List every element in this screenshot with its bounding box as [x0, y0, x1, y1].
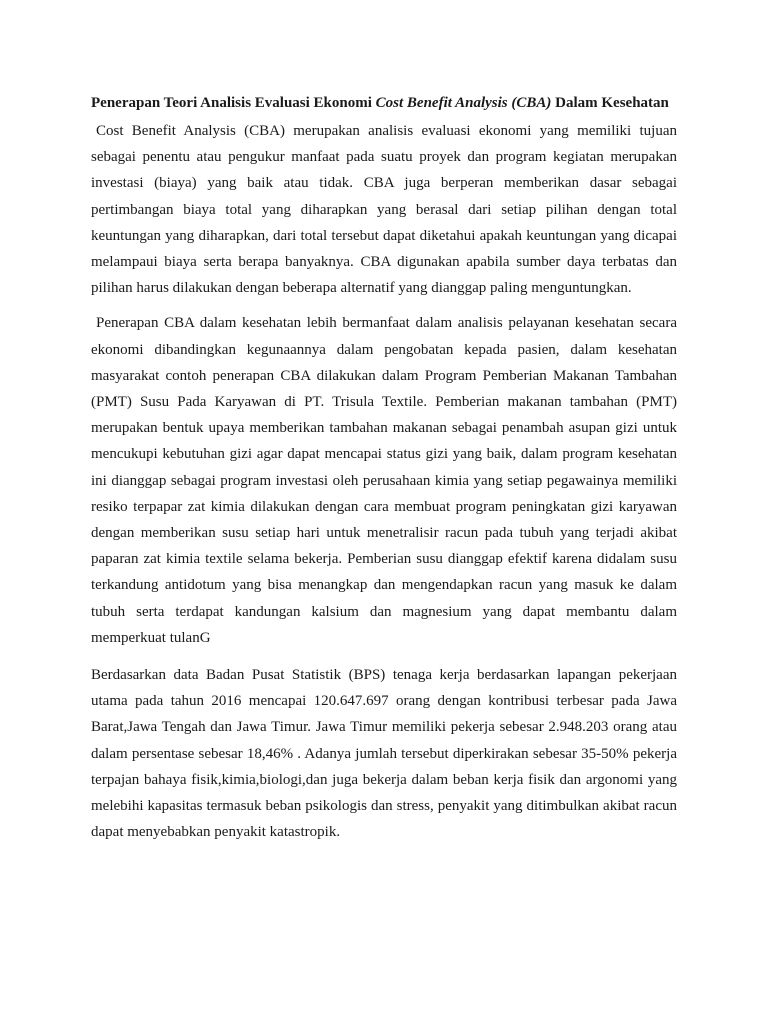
paragraph-cba-definition: Cost Benefit Analysis (CBA) merupakan analisis evaluasi ekonomi yang memiliki tujuan sebagai penentu atau pengukur manfaat pada suatu proyek dan program kegiatan merupakan investasi (biaya) yang baik atau tidak. CBA juga berperan memberikan dasar sebagai pertimbangan biaya total yang diharapkan yang berasal dari setiap pilihan dengan total keuntungan yang diharapkan, dari total tersebut dapat diketahui apakah keuntungan yang dicapai melampaui biaya serta berapa banyaknya. CBA digunakan apabila sumber daya terbatas dan pilihan harus dilakukan dengan beberapa alternatif yang dianggap paling menguntungkan. — [91, 123, 677, 297]
title-text-part1: Penerapan Teori Analisis Evaluasi Ekonomi — [91, 95, 376, 111]
title-text-part3: Dalam Kesehatan — [551, 95, 669, 111]
title-text-italic: Cost Benefit Analysis (CBA) — [375, 95, 552, 111]
paragraph-bps-statistics: Berdasarkan data Badan Pusat Statistik (BPS) tenaga kerja berdasarkan lapangan pekerjaan utama pada tahun 2016 mencapai 120.647.697 orang dengan kontribusi terbesar pada Jawa Barat,Jawa Tengah dan Jawa Timur. Jawa Timur memiliki pekerja sebesar 2.948.203 orang atau dalam persentase sebesar 18,46% . Adanya jumlah tersebut diperkirakan sebesar 35-50% pekerja terpajan bahaya fisik,kimia,biologi,dan juga bekerja dalam beban kerja fisik dan argonomi yang melebihi kapasitas termasuk beban psikologis dan stress, penyakit yang ditimbulkan akibat racun dapat menyebabkan penyakit katastropik. — [91, 667, 677, 841]
document-title — [91, 92, 677, 114]
document-body — [91, 92, 677, 845]
paragraph-cba-application: Penerapan CBA dalam kesehatan lebih bermanfaat dalam analisis pelayanan kesehatan secara ekonomi dibandingkan kegunaannya dalam pengobatan kepada pasien, dalam kesehatan masyarakat contoh penerapan CBA dilakukan dalam Program Pemberian Makanan Tambahan (PMT) Susu Pada Karyawan di PT. Trisula Textile. Pemberian makanan tambahan (PMT) merupakan bentuk upaya memberikan tambahan makanan sebagai penambah asupan gizi untuk mencukupi kebutuhan gizi agar dapat mencapai status gizi yang baik, dalam program kesehatan ini dianggap sebagai program investasi oleh perusahaan kimia yang setiap pegawainya memiliki resiko terpapar zat kimia dilakukan dengan cara membuat program peningkatan gizi karyawan dengan memberikan susu setiap hari untuk menetralisir racun pada tubuh yang terjadi akibat paparan zat kimia textile selama bekerja. Pemberian susu dianggap efektif karena didalam susu terkandung antidotum yang bisa menangkap dan mengendapkan racun yang masuk ke dalam tubuh serta terdapat kandungan kalsium dan magnesium yang dapat membantu dalam memperkuat tulanG — [91, 315, 677, 646]
